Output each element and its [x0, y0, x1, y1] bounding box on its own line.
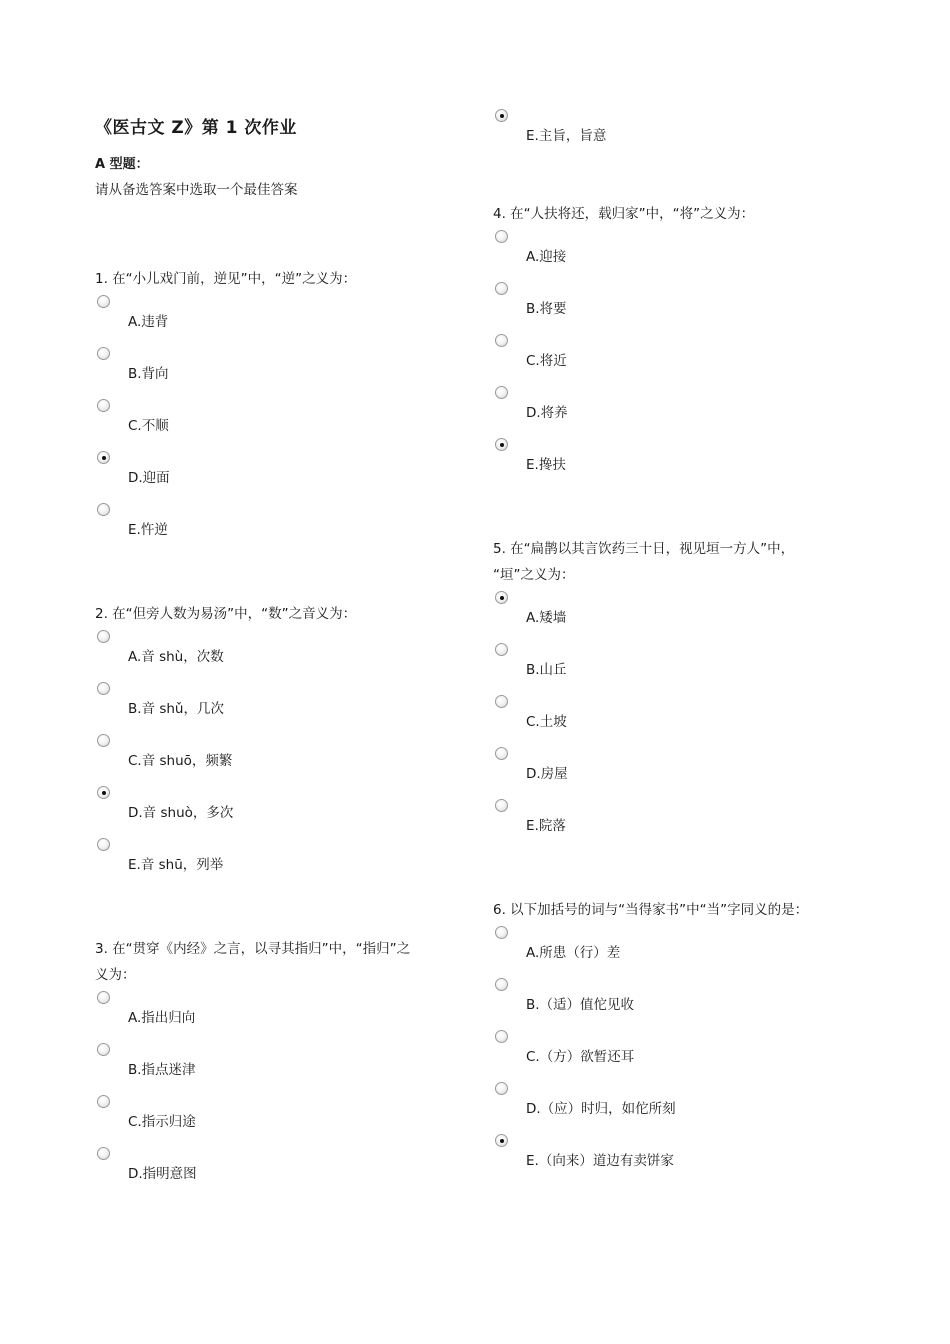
- option-3d[interactable]: [95, 1144, 465, 1196]
- option-3c[interactable]: [95, 1092, 465, 1144]
- option-1b[interactable]: [95, 344, 465, 396]
- option-label: B.指点迷津: [128, 1062, 196, 1078]
- radio-button[interactable]: [97, 838, 110, 851]
- question-text-line1: 3. 在“贯穿《内经》之言，以寻其指归”中，“指归”之: [95, 941, 411, 957]
- radio-button[interactable]: [97, 347, 110, 360]
- radio-button[interactable]: [495, 695, 508, 708]
- option-3b[interactable]: [95, 1040, 465, 1092]
- option-label: E.（向来）道边有卖饼家: [526, 1153, 674, 1169]
- radio-button-checked[interactable]: [97, 786, 110, 799]
- option-1e[interactable]: [95, 500, 465, 552]
- option-label: B.山丘: [526, 662, 567, 678]
- instruction-text: 请从备选答案中选取一个最佳答案: [95, 182, 298, 198]
- question-text: 6. 以下加括号的词与“当得家书”中“当”字同义的是：: [493, 902, 809, 918]
- option-1c[interactable]: [95, 396, 465, 448]
- radio-button[interactable]: [495, 1082, 508, 1095]
- option-1d[interactable]: [95, 448, 465, 500]
- option-label: C.（方）欲暂还耳: [526, 1049, 635, 1065]
- radio-button[interactable]: [97, 1147, 110, 1160]
- option-label: A.指出归向: [128, 1010, 196, 1026]
- radio-button[interactable]: [97, 295, 110, 308]
- section-label: A 型题：: [95, 157, 149, 172]
- option-label: B.音 shǔ，几次: [128, 701, 224, 717]
- option-label: E.音 shū，列举: [128, 857, 224, 873]
- radio-button[interactable]: [495, 282, 508, 295]
- option-label: C.音 shuō，频繁: [128, 753, 233, 769]
- radio-button-checked[interactable]: [495, 109, 508, 122]
- option-label: A.所患（行）差: [526, 945, 621, 961]
- option-label: E.搀扶: [526, 457, 566, 473]
- option-label: A.音 shù，次数: [128, 649, 224, 665]
- radio-button-checked[interactable]: [97, 451, 110, 464]
- radio-button[interactable]: [495, 978, 508, 991]
- option-label: A.违背: [128, 314, 169, 330]
- radio-button[interactable]: [97, 1095, 110, 1108]
- question-text-line1: 5. 在“扁鹊以其言饮药三十日，视见垣一方人”中，: [493, 541, 795, 557]
- option-label: D.房屋: [526, 766, 568, 782]
- option-5c[interactable]: [493, 692, 863, 744]
- option-4b[interactable]: [493, 279, 863, 331]
- radio-button-checked[interactable]: [495, 438, 508, 451]
- option-2e[interactable]: [95, 835, 465, 887]
- option-3e[interactable]: [493, 106, 793, 158]
- radio-button-checked[interactable]: [495, 1134, 508, 1147]
- option-label: B.背向: [128, 366, 169, 382]
- radio-button[interactable]: [97, 630, 110, 643]
- option-4c[interactable]: [493, 331, 863, 383]
- option-5a[interactable]: [493, 588, 863, 640]
- question-text: [493, 536, 863, 588]
- radio-button[interactable]: [495, 799, 508, 812]
- option-6c[interactable]: [493, 1027, 893, 1079]
- option-label: E.忤逆: [128, 522, 168, 538]
- option-label: B.将要: [526, 301, 567, 317]
- option-label: C.将近: [526, 353, 567, 369]
- radio-button[interactable]: [495, 926, 508, 939]
- radio-button[interactable]: [97, 503, 110, 516]
- option-6a[interactable]: [493, 923, 893, 975]
- radio-button[interactable]: [97, 1043, 110, 1056]
- question-text-line2: “垣”之义为：: [493, 567, 575, 583]
- option-label: D.音 shuò，多次: [128, 805, 234, 821]
- question-6: [493, 897, 893, 1183]
- option-label: D.将养: [526, 405, 568, 421]
- option-3a[interactable]: [95, 988, 465, 1040]
- option-label: A.矮墙: [526, 610, 567, 626]
- option-label: C.指示归途: [128, 1114, 196, 1130]
- question-text: 1. 在“小儿戏门前，逆见”中，“逆”之义为：: [95, 271, 357, 287]
- radio-button[interactable]: [97, 991, 110, 1004]
- question-3: [95, 936, 465, 1196]
- radio-button[interactable]: [495, 747, 508, 760]
- option-2d[interactable]: [95, 783, 465, 835]
- option-5b[interactable]: [493, 640, 863, 692]
- radio-button[interactable]: [495, 334, 508, 347]
- page-title: 《医古文 Z》第 1 次作业: [95, 118, 297, 138]
- option-2a[interactable]: [95, 627, 465, 679]
- question-4: [493, 201, 863, 487]
- option-label: D.（应）时归，如佗所刻: [526, 1101, 676, 1117]
- radio-button[interactable]: [495, 386, 508, 399]
- question-text: 2. 在“但旁人数为易汤”中，“数”之音义为：: [95, 606, 357, 622]
- option-4a[interactable]: [493, 227, 863, 279]
- question-2: [95, 601, 465, 887]
- option-5d[interactable]: [493, 744, 863, 796]
- option-label: C.不顺: [128, 418, 169, 434]
- option-4e[interactable]: [493, 435, 863, 487]
- option-label: C.土坡: [526, 714, 567, 730]
- option-label: A.迎接: [526, 249, 567, 265]
- option-label: E.院落: [526, 818, 566, 834]
- radio-button[interactable]: [97, 682, 110, 695]
- option-1a[interactable]: [95, 292, 465, 344]
- option-2b[interactable]: [95, 679, 465, 731]
- radio-button[interactable]: [495, 643, 508, 656]
- radio-button[interactable]: [495, 1030, 508, 1043]
- option-2c[interactable]: [95, 731, 465, 783]
- question-text: [95, 936, 465, 988]
- question-1: [95, 266, 465, 552]
- radio-button[interactable]: [97, 734, 110, 747]
- option-6b[interactable]: [493, 975, 893, 1027]
- option-5e[interactable]: [493, 796, 863, 848]
- option-4d[interactable]: [493, 383, 863, 435]
- question-5: [493, 536, 863, 848]
- option-6d[interactable]: [493, 1079, 893, 1131]
- radio-button-checked[interactable]: [495, 591, 508, 604]
- option-label: B.（适）值佗见收: [526, 997, 635, 1013]
- question-text-line2: 义为：: [95, 967, 136, 983]
- option-label: D.指明意图: [128, 1166, 197, 1182]
- question-text: 4. 在“人扶将还，载归家”中，“将”之义为：: [493, 206, 755, 222]
- radio-button[interactable]: [97, 399, 110, 412]
- option-6e[interactable]: [493, 1131, 893, 1183]
- radio-button[interactable]: [495, 230, 508, 243]
- option-label: D.迎面: [128, 470, 170, 486]
- option-label: E.主旨，旨意: [526, 128, 607, 144]
